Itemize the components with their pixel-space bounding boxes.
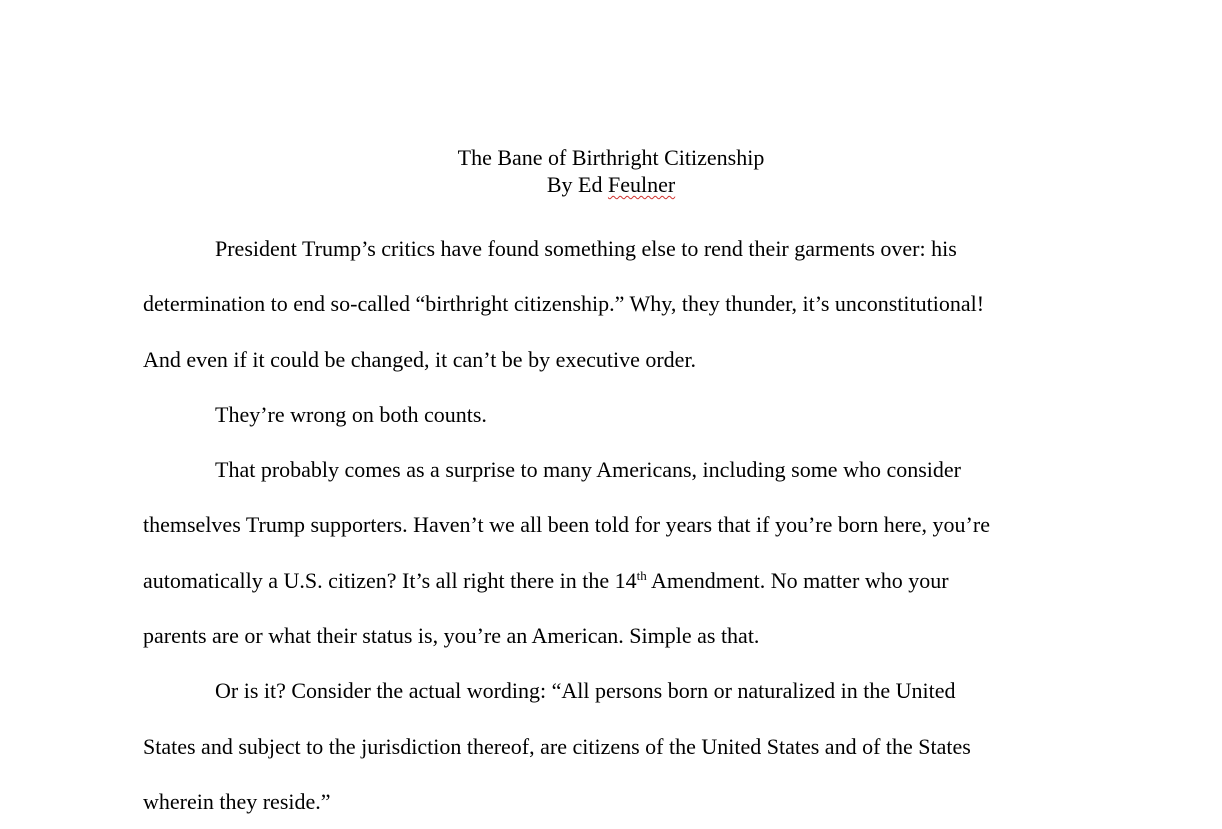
title-block — [0, 144, 1222, 198]
paragraph-line: Or is it? Consider the actual wording: “All persons born or naturalized in the United — [215, 678, 956, 704]
paragraph-line: States and subject to the jurisdiction thereof, are citizens of the United States and of the States — [143, 733, 971, 759]
paragraph-3 — [143, 442, 1083, 663]
document-title: The Bane of Birthright Citizenship — [457, 145, 765, 170]
ordinal-superscript: th — [636, 567, 647, 583]
paragraph-1 — [143, 221, 1083, 387]
paragraph-line: That probably comes as a surprise to many Americans, including some who consider — [215, 457, 961, 483]
paragraph-line: They’re wrong on both counts. — [215, 401, 487, 427]
paragraph-4 — [143, 663, 1083, 829]
paragraph-line: And even if it could be changed, it can’t be by executive order. — [143, 346, 697, 372]
paragraph-line: wherein they reside.” — [143, 788, 331, 814]
paragraph-2 — [143, 387, 1083, 442]
byline-author-misspelled[interactable]: Feulner — [607, 172, 676, 197]
byline-prefix: By Ed — [546, 172, 608, 197]
paragraph-line: President Trump’s critics have found something else to rend their garments over: his — [215, 236, 957, 261]
paragraph-line: parents are or what their status is, you’re an American. Simple as that. — [143, 623, 760, 649]
paragraph-line: determination to end so-called “birthright citizenship.” Why, they thunder, it’s unconstitutional! — [143, 291, 985, 317]
paragraph-line: automatically a U.S. citizen? It’s all right there in the 14th Amendment. No matter who your — [143, 567, 949, 593]
byline — [0, 171, 1222, 198]
document-body — [143, 221, 1083, 829]
paragraph-line: themselves Trump supporters. Haven’t we all been told for years that if you’re born here, you’re — [143, 512, 990, 538]
